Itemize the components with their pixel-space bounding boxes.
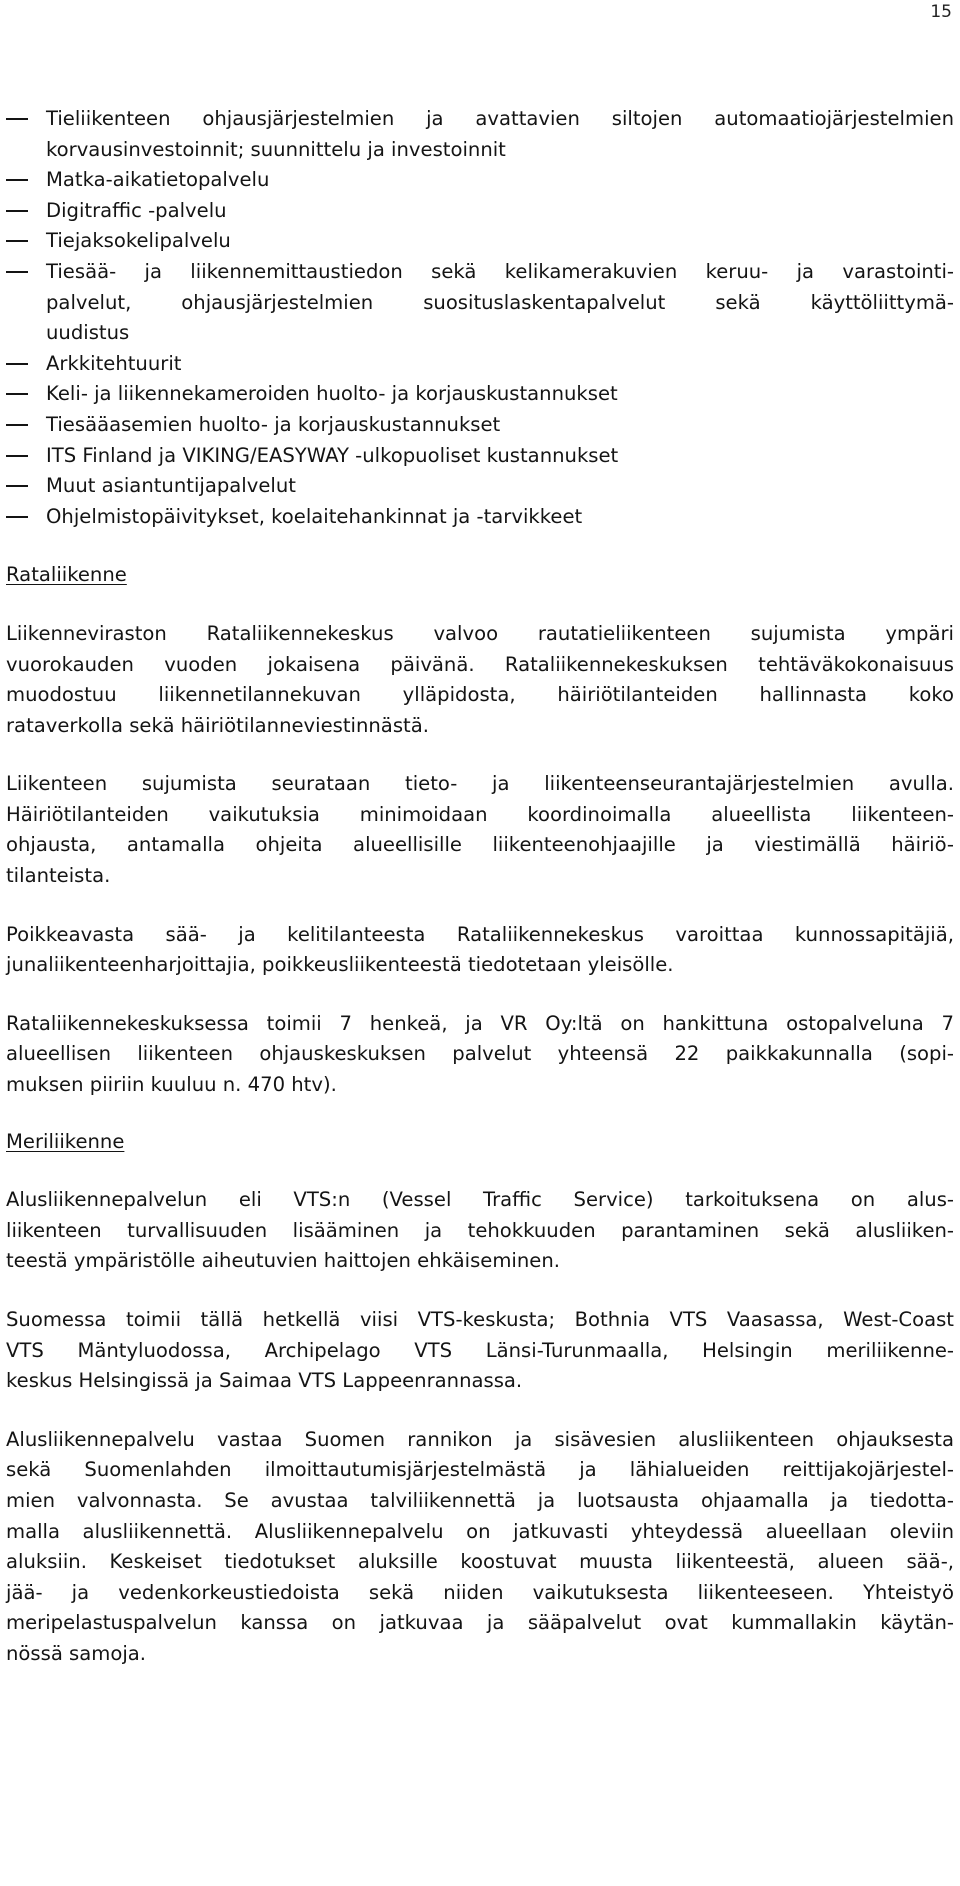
- paragraph-line: Alusliikennepalvelu vastaa Suomen rannikon ja sisävesien alusliikenteen ohjauksesta: [6, 1427, 954, 1451]
- list-item-text-line: palvelut, ohjausjärjestelmien suosituslaskentapalvelut sekä käyttöliittymä-: [46, 290, 954, 314]
- list-item-text-line: Digitraffic -palvelu: [46, 198, 227, 222]
- list-item: [6, 410, 954, 441]
- list-item-text-line: uudistus: [46, 321, 130, 345]
- section-rail-body: [6, 619, 954, 1101]
- list-item-text-line: Tiejaksokelipalvelu: [46, 229, 231, 253]
- list-item-text-line: Tieliikenteen ohjausjärjestelmien ja avattavien siltojen automaatiojärjestelmien: [46, 107, 954, 130]
- paragraph-line: VTS Mäntyluodossa, Archipelago VTS Länsi-Turunmaalla, Helsingin meriliikenne-: [6, 1338, 954, 1362]
- list-item: [6, 165, 954, 196]
- paragraph: [6, 920, 954, 981]
- paragraph: [6, 1009, 954, 1101]
- paragraph: [6, 769, 954, 891]
- dash-bullet-icon: [6, 516, 28, 518]
- list-item: [6, 226, 954, 257]
- list-item-text-line: Arkkitehtuurit: [46, 351, 182, 375]
- section-heading-sea: Meriliikenne: [6, 1129, 125, 1153]
- paragraph-line: sekä Suomenlahden ilmoittautumisjärjestelmästä ja lähialueiden reittijakojärjestel-: [6, 1458, 954, 1482]
- paragraph-line: muksen piiriin kuuluu n. 470 htv).: [6, 1073, 337, 1097]
- paragraph-line: Suomessa toimii tällä hetkellä viisi VTS-keskusta; Bothnia VTS Vaasassa, West-Coast: [6, 1308, 954, 1331]
- paragraph-line: ohjausta, antamalla ohjeita alueellisille liikenteenohjaajille ja viestimällä häiriö-: [6, 833, 954, 857]
- dash-bullet-icon: [6, 363, 28, 365]
- list-item: [6, 349, 954, 380]
- dash-bullet-icon: [6, 271, 28, 273]
- list-item: [6, 257, 954, 349]
- paragraph-line: Poikkeavasta sää- ja kelitilanteesta Rataliikennekeskus varoittaa kunnossapitäjiä,: [6, 922, 954, 946]
- list-item: [6, 104, 954, 165]
- paragraph-line: rataverkolla sekä häiriötilanneviestinnästä.: [6, 713, 429, 737]
- paragraph-line: Alusliikennepalvelun eli VTS:n (Vessel Traffic Service) tarkoituksena on alus-: [6, 1188, 954, 1212]
- paragraph-line: jää- ja vedenkorkeustiedoista sekä niiden vaikutuksesta liikenteeseen. Yhteistyö: [6, 1580, 954, 1604]
- dash-bullet-icon: [6, 240, 28, 242]
- bullet-list: [6, 104, 954, 532]
- dash-bullet-icon: [6, 210, 28, 212]
- paragraph-line: Liikenteen sujumista seurataan tieto- ja liikenteenseurantajärjestelmien avulla.: [6, 772, 954, 796]
- list-item: [6, 502, 954, 533]
- paragraph-line: Häiriötilanteiden vaikutuksia minimoidaan koordinoimalla alueellista liikenteen-: [6, 802, 954, 826]
- paragraph-line: tilanteista.: [6, 864, 111, 888]
- dash-bullet-icon: [6, 179, 28, 181]
- paragraph: [6, 1425, 954, 1670]
- paragraph-line: keskus Helsingissä ja Saimaa VTS Lappeenrannassa.: [6, 1369, 523, 1393]
- list-item: [6, 471, 954, 502]
- dash-bullet-icon: [6, 118, 28, 120]
- paragraph-line: alueellisen liikenteen ohjauskeskuksen palvelut yhteensä 22 paikkakunnalla (sopi-: [6, 1042, 954, 1066]
- paragraph-line: liikenteen turvallisuuden lisääminen ja tehokkuuden parantaminen sekä alusliiken-: [6, 1218, 954, 1242]
- list-item-text-line: Matka-aikatietopalvelu: [46, 168, 270, 192]
- paragraph-line: aluksiin. Keskeiset tiedotukset aluksille koostuvat muusta liikenteestä, alueen sää-,: [6, 1550, 954, 1574]
- list-item-text-line: Tiesää- ja liikennemittaustiedon sekä kelikamerakuvien keruu- ja varastointi-: [46, 259, 954, 283]
- paragraph-line: teestä ympäristölle aiheutuvien haittojen ehkäiseminen.: [6, 1249, 560, 1273]
- list-item: [6, 441, 954, 472]
- list-item-text-line: Ohjelmistopäivitykset, koelaitehankinnat ja -tarvikkeet: [46, 504, 583, 528]
- paragraph: [6, 1305, 954, 1397]
- dash-bullet-icon: [6, 485, 28, 487]
- section-sea-body: [6, 1185, 954, 1669]
- list-item-text-line: korvausinvestoinnit; suunnittelu ja investoinnit: [46, 137, 506, 161]
- paragraph: [6, 1185, 954, 1277]
- list-item-text-line: ITS Finland ja VIKING/EASYWAY -ulkopuoliset kustannukset: [46, 443, 619, 467]
- paragraph-line: junaliikenteenharjoittajia, poikkeusliikenteestä tiedotetaan yleisölle.: [6, 953, 674, 977]
- paragraph: [6, 619, 954, 741]
- list-item: [6, 196, 954, 227]
- paragraph-line: meripelastuspalvelun kanssa on jatkuvaa ja sääpalvelut ovat kummallakin käytän-: [6, 1611, 954, 1635]
- paragraph-line: mien valvonnasta. Se avustaa talviliikennettä ja luotsausta ohjaamalla ja tiedotta-: [6, 1488, 954, 1512]
- dash-bullet-icon: [6, 455, 28, 457]
- list-item-text-line: Tiesääasemien huolto- ja korjauskustannukset: [46, 412, 501, 436]
- document-body: [6, 104, 954, 1670]
- paragraph-line: muodostuu liikennetilannekuvan ylläpidosta, häiriötilanteiden hallinnasta koko: [6, 683, 954, 707]
- dash-bullet-icon: [6, 393, 28, 395]
- list-item-text-line: Muut asiantuntijapalvelut: [46, 474, 296, 498]
- section-heading-rail: Rataliikenne: [6, 563, 127, 587]
- list-item-text-line: Keli- ja liikennekameroiden huolto- ja korjauskustannukset: [46, 382, 618, 406]
- dash-bullet-icon: [6, 424, 28, 426]
- list-item: [6, 379, 954, 410]
- paragraph-line: Rataliikennekeskuksessa toimii 7 henkeä, ja VR Oy:ltä on hankittuna ostopalveluna 7: [6, 1011, 954, 1035]
- paragraph-line: malla alusliikennettä. Alusliikennepalvelu on jatkuvasti yhteydessä alueellaan oleviin: [6, 1519, 954, 1543]
- paragraph-line: nössä samoja.: [6, 1641, 147, 1665]
- paragraph-line: Liikenneviraston Rataliikennekeskus valvoo rautatieliikenteen sujumista ympäri: [6, 621, 954, 645]
- page-number: 15: [930, 2, 952, 22]
- paragraph-line: vuorokauden vuoden jokaisena päivänä. Rataliikennekeskuksen tehtäväkokonaisuus: [6, 652, 954, 676]
